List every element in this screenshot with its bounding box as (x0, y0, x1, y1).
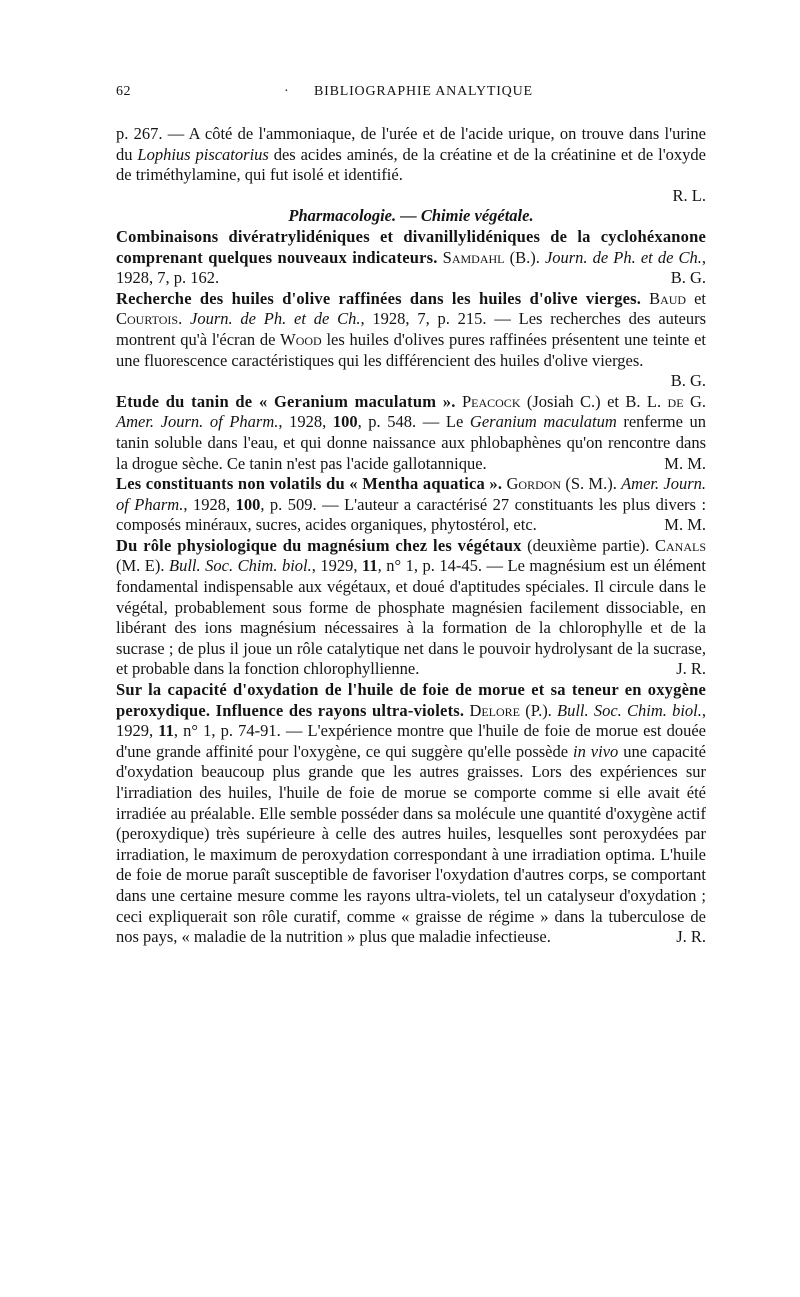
entry-volume: 100 (332, 412, 358, 432)
entry-body-2: les huiles d'olives pures raffinées présentent une teinte et une fluorescence caractéristiques qui les différencient des huiles d'olive vierges. (116, 329, 706, 370)
entry-author: Delore (469, 700, 521, 720)
entry-body: — Les recherches des auteurs montrent qu'à l'écran de (116, 309, 707, 349)
entry-journal: Bull. Soc. Chim. biol. (557, 700, 702, 720)
bibliography-entry (116, 227, 706, 289)
header-separator: · (284, 84, 290, 99)
entry-author: Gordon (506, 474, 562, 494)
entry-author-initials: (Josiah C.) et B. L. (520, 391, 668, 411)
entry-title: Combinaisons divératrylidéniques et divanillylidéniques de la cyclohéxanone comprenant quelques nouveaux indicateurs. (116, 226, 706, 267)
entry-signature: B. G. (670, 268, 706, 288)
entry-reference: , 1928, 7, p. 162. (116, 247, 707, 288)
entry-signature: J. R. (676, 659, 706, 679)
bibliography-entry (116, 680, 706, 948)
entry-body-2: une capacité d'oxydation beaucoup plus grande que les autres graisses. Lors des expériences sur l'irradiation des huiles, l'huile de foie de morue se comporte comme si elle avait été irradiée au préalable. Elle semble posséder dans sa molécule une quantité d'oxygène actif (peroxydique) très supérieure à celle des autres huiles, lesquelles sont peroxydées par irradiation, le maximum de peroxydation correspondant à une irradiation optima. L'huile de foie de morue paraît susceptible de favoriser l'oxydation d'autres corps, se comportant dans une certaine mesure comme les rayons ultra-violets, tel un catalyseur d'oxydation ; ceci expliquerait son rôle curatif, comme « graisse de régime » dans la tuberculose de nos pays, « maladie de la nutrition » plus que maladie infectieuse. (116, 741, 706, 947)
entry-signature: M. M. (664, 453, 706, 473)
bibliography-entry (116, 289, 706, 371)
entry-author: Baud (649, 288, 687, 308)
bibliography-entry (116, 536, 706, 680)
entry-title: Les constituants non volatils du « Mentha aquatica ». (116, 474, 503, 494)
intro-species: Lophius piscatorius (137, 144, 269, 164)
entry-signature: J. R. (676, 927, 706, 947)
entry-author: Samdahl (442, 247, 505, 267)
entry-reference: , 1928, 7, p. 215. (360, 309, 487, 329)
entry-year: , 1929, (116, 700, 707, 741)
entry-author: Canals (654, 535, 706, 555)
entry-author-dot: . (178, 309, 190, 329)
page-content (116, 124, 706, 948)
intro-text-1: p. 267. — A côté de l'ammoniaque, de l'urée et de l'acide urique, on trouve dans l'urine du (116, 124, 706, 164)
page-number: 62 (116, 84, 131, 99)
entry-journal: Bull. Soc. Chim. biol. (169, 556, 312, 576)
entry-author: Peacock (461, 391, 521, 411)
section-title: Pharmacologie. — Chimie végétale. (288, 206, 534, 226)
page-header (116, 84, 706, 106)
entry-title: Recherche des huiles d'olive raffinées dans les huiles d'olive vierges. (116, 288, 642, 308)
entry-journal: Amer. Journ. of Pharm. (116, 412, 279, 432)
entry-subtitle: (deuxième partie). (521, 535, 655, 555)
entry-body: — L'auteur a caractérisé 27 constituants les plus divers : composés minéraux, sucres, acides organiques, phytostérol, etc. (116, 494, 707, 535)
entry-volume: 11 (158, 721, 174, 741)
entry-pages: , p. 548. (357, 412, 417, 432)
entry-title: Du rôle physiologique du magnésium chez les végétaux (116, 535, 522, 555)
entry-author-join: et (686, 288, 706, 308)
entry-author-initials: (P.). (520, 700, 558, 720)
entry-volume: 100 (235, 494, 261, 514)
entry-body: — L'expérience montre que l'huile de foie de morue est douée d'une grande affinité pour l'oxygène, ce qui suggère qu'elle possède (116, 721, 707, 761)
entry-signature: B. G. (670, 371, 706, 391)
entry-year: , 1928, (278, 412, 333, 432)
entry-journal: Journ. de Ph. et de Ch. (190, 309, 361, 329)
intro-text-2: des acides aminés, de la créatine et de la créatinine et de l'oxyde de triméthylamine, qui fut isolé et identifié. (116, 144, 707, 185)
entry-in-vivo: in vivo (573, 741, 619, 761)
entry-journal: Amer. Journ. of Pharm. (116, 474, 706, 514)
entry-body: — Le magnésium est un élément fondamental indispensable aux végétaux, et doué d'aptitudes spéciales. Il circule dans le végétal, probablement sous forme de phosphate magnésien facilement dissociable, en libérant des ions magnésium nécessaires à la formation de la chlorophylle et de la sucrase ; de plus il joue un rôle catalytique net dans le pouvoir hydrolysant de la sucrase, et probable dans la fonction chlorophyllienne. (116, 556, 707, 679)
entry-pages: , n° 1, p. 74-91. (173, 721, 281, 741)
entry-species: Geranium maculatum (469, 412, 617, 432)
entry-title: Etude du tanin de « Geranium maculatum ». (116, 391, 456, 411)
entry-year: , 1929, (311, 556, 363, 576)
entry-body: — Le (416, 412, 470, 432)
entry-volume: 11 (362, 556, 378, 576)
intro-paragraph (116, 124, 706, 186)
entry-author-initials: (M. E). (116, 556, 169, 576)
entry-author-initials: (S. M.). (561, 474, 622, 494)
entry-author-2: de G. (667, 391, 706, 411)
running-title: BIBLIOGRAPHIE ANALYTIQUE (314, 84, 533, 99)
bibliography-entry (116, 392, 706, 474)
entry-body-2: renferme un tanin soluble dans l'eau, et qui donne naissance aux phlobaphènes qu'on rencontre dans la drogue sèche. Ce tanin n'est pas l'acide gallotannique. (116, 412, 707, 473)
entry-author-initials: (B.). (504, 247, 545, 267)
intro-signature: R. L. (672, 185, 706, 205)
entry-signature: M. M. (664, 515, 706, 535)
entry-year: , 1928, (183, 494, 236, 514)
entry-name-wood: Wood (280, 329, 322, 349)
entry-author-2: Courtois (116, 309, 179, 329)
entry-pages: , n° 1, p. 14-45. (377, 556, 482, 576)
entry-title: Sur la capacité d'oxydation de l'huile de foie de morue et sa teneur en oxygène peroxydique. Influence des rayons ultra-violets. (116, 680, 706, 720)
bibliography-entry (116, 474, 706, 536)
entry-pages: , p. 509. (260, 494, 317, 514)
entry-journal: Journ. de Ph. et de Ch. (544, 247, 702, 267)
